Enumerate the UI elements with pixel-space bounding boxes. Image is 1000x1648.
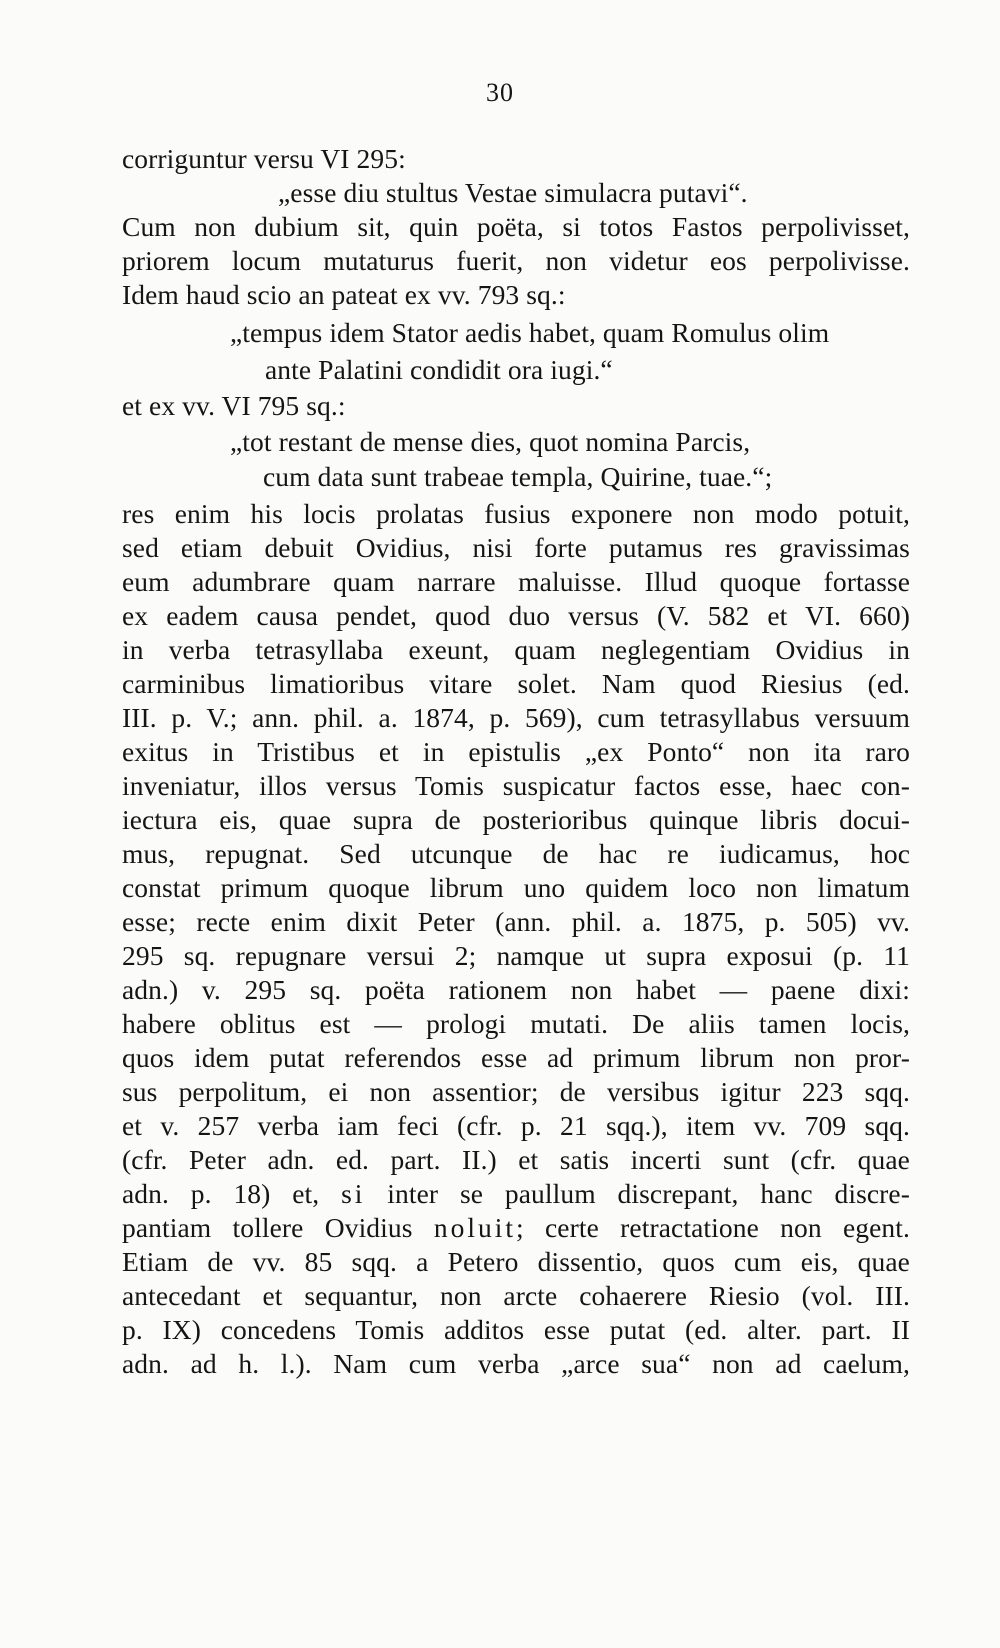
text-line: Etiam de vv. 85 sqq. a Petero dissentio, quos cum eis, quae <box>122 1246 910 1277</box>
text-line: et ex vv. VI 795 sq.: <box>122 390 346 421</box>
text-line: antecedant et sequantur, non arcte cohaerere Riesio (vol. III. <box>122 1280 910 1311</box>
spaced-emphasis: noluit <box>433 1212 516 1243</box>
quote-line: cum data sunt trabeae templa, Quirine, tuae.“; <box>263 461 773 492</box>
text-line: res enim his locis prolatas fusius exponere non modo potuit, <box>122 498 910 529</box>
text-line: sus perpolitum, ei non assentior; de versibus igitur 223 sqq. <box>122 1076 910 1107</box>
text-fragment: adn. p. 18) et, <box>122 1178 342 1209</box>
text-line: habere oblitus est — prologi mutati. De aliis tamen locis, <box>122 1008 910 1039</box>
text-fragment: ; certe retractatione non egent. <box>515 1212 910 1243</box>
quote-line: „tot restant de mense dies, quot nomina Parcis, <box>230 426 751 457</box>
quote-line: „tempus idem Stator aedis habet, quam Romulus olim <box>230 317 830 348</box>
text-line: priorem locum mutaturus fuerit, non videtur eos perpolivisse. <box>122 245 910 276</box>
text-line <box>122 1211 910 1245</box>
text-line: corriguntur versu VI 295: <box>122 143 406 174</box>
page-number: 30 <box>486 78 514 107</box>
text-line: constat primum quoque librum uno quidem loco non limatum <box>122 872 910 903</box>
text-line: et v. 257 verba iam feci (cfr. p. 21 sqq.), item vv. 709 sqq. <box>122 1110 910 1141</box>
text-fragment: inter se paullum discrepant, hanc discre- <box>365 1178 910 1209</box>
text-line: p. IX) concedens Tomis additos esse putat (ed. alter. part. II <box>122 1314 910 1345</box>
text-fragment: pantiam tollere Ovidius <box>122 1212 434 1243</box>
text-line: exitus in Tristibus et in epistulis „ex Ponto“ non ita raro <box>122 736 910 767</box>
text-line: III. p. V.; ann. phil. a. 1874, p. 569), cum tetrasyllabus versuum <box>122 702 910 733</box>
text-line: (cfr. Peter adn. ed. part. II.) et satis incerti sunt (cfr. quae <box>122 1144 910 1175</box>
text-line: mus, repugnat. Sed utcunque de hac re iudicamus, hoc <box>122 838 910 869</box>
quote-line: „esse diu stultus Vestae simulacra putavi“. <box>278 177 748 208</box>
text-line: Cum non dubium sit, quin poëta, si totos Fastos perpolivisset, <box>122 211 910 242</box>
text-line <box>122 1177 910 1211</box>
spaced-emphasis: si <box>341 1178 366 1209</box>
text-line: sed etiam debuit Ovidius, nisi forte putamus res gravissimas <box>122 532 910 563</box>
text-line: Idem haud scio an pateat ex vv. 793 sq.: <box>122 279 566 310</box>
text-line: ex eadem causa pendet, quod duo versus (V. 582 et VI. 660) <box>122 600 910 631</box>
text-line: 295 sq. repugnare versui 2; namque ut supra exposui (p. 11 <box>122 940 910 971</box>
quote-line: ante Palatini condidit ora iugi.“ <box>265 354 613 385</box>
text-line: esse; recte enim dixit Peter (ann. phil. a. 1875, p. 505) vv. <box>122 906 910 937</box>
text-line: inveniatur, illos versus Tomis suspicatur factos esse, haec con- <box>122 770 910 801</box>
text-line: carminibus limatioribus vitare solet. Nam quod Riesius (ed. <box>122 668 910 699</box>
text-line: adn. ad h. l.). Nam cum verba „arce sua“ non ad caelum, <box>122 1348 910 1379</box>
text-line: in verba tetrasyllaba exeunt, quam neglegentiam Ovidius in <box>122 634 910 665</box>
text-line: quos idem putat referendos esse ad primum librum non pror- <box>122 1042 910 1073</box>
text-line: eum adumbrare quam narrare maluisse. Illud quoque fortasse <box>122 566 910 597</box>
text-line: iectura eis, quae supra de posterioribus quinque libris docui- <box>122 804 910 835</box>
text-line: adn.) v. 295 sq. poëta rationem non habet — paene dixi: <box>122 974 910 1005</box>
